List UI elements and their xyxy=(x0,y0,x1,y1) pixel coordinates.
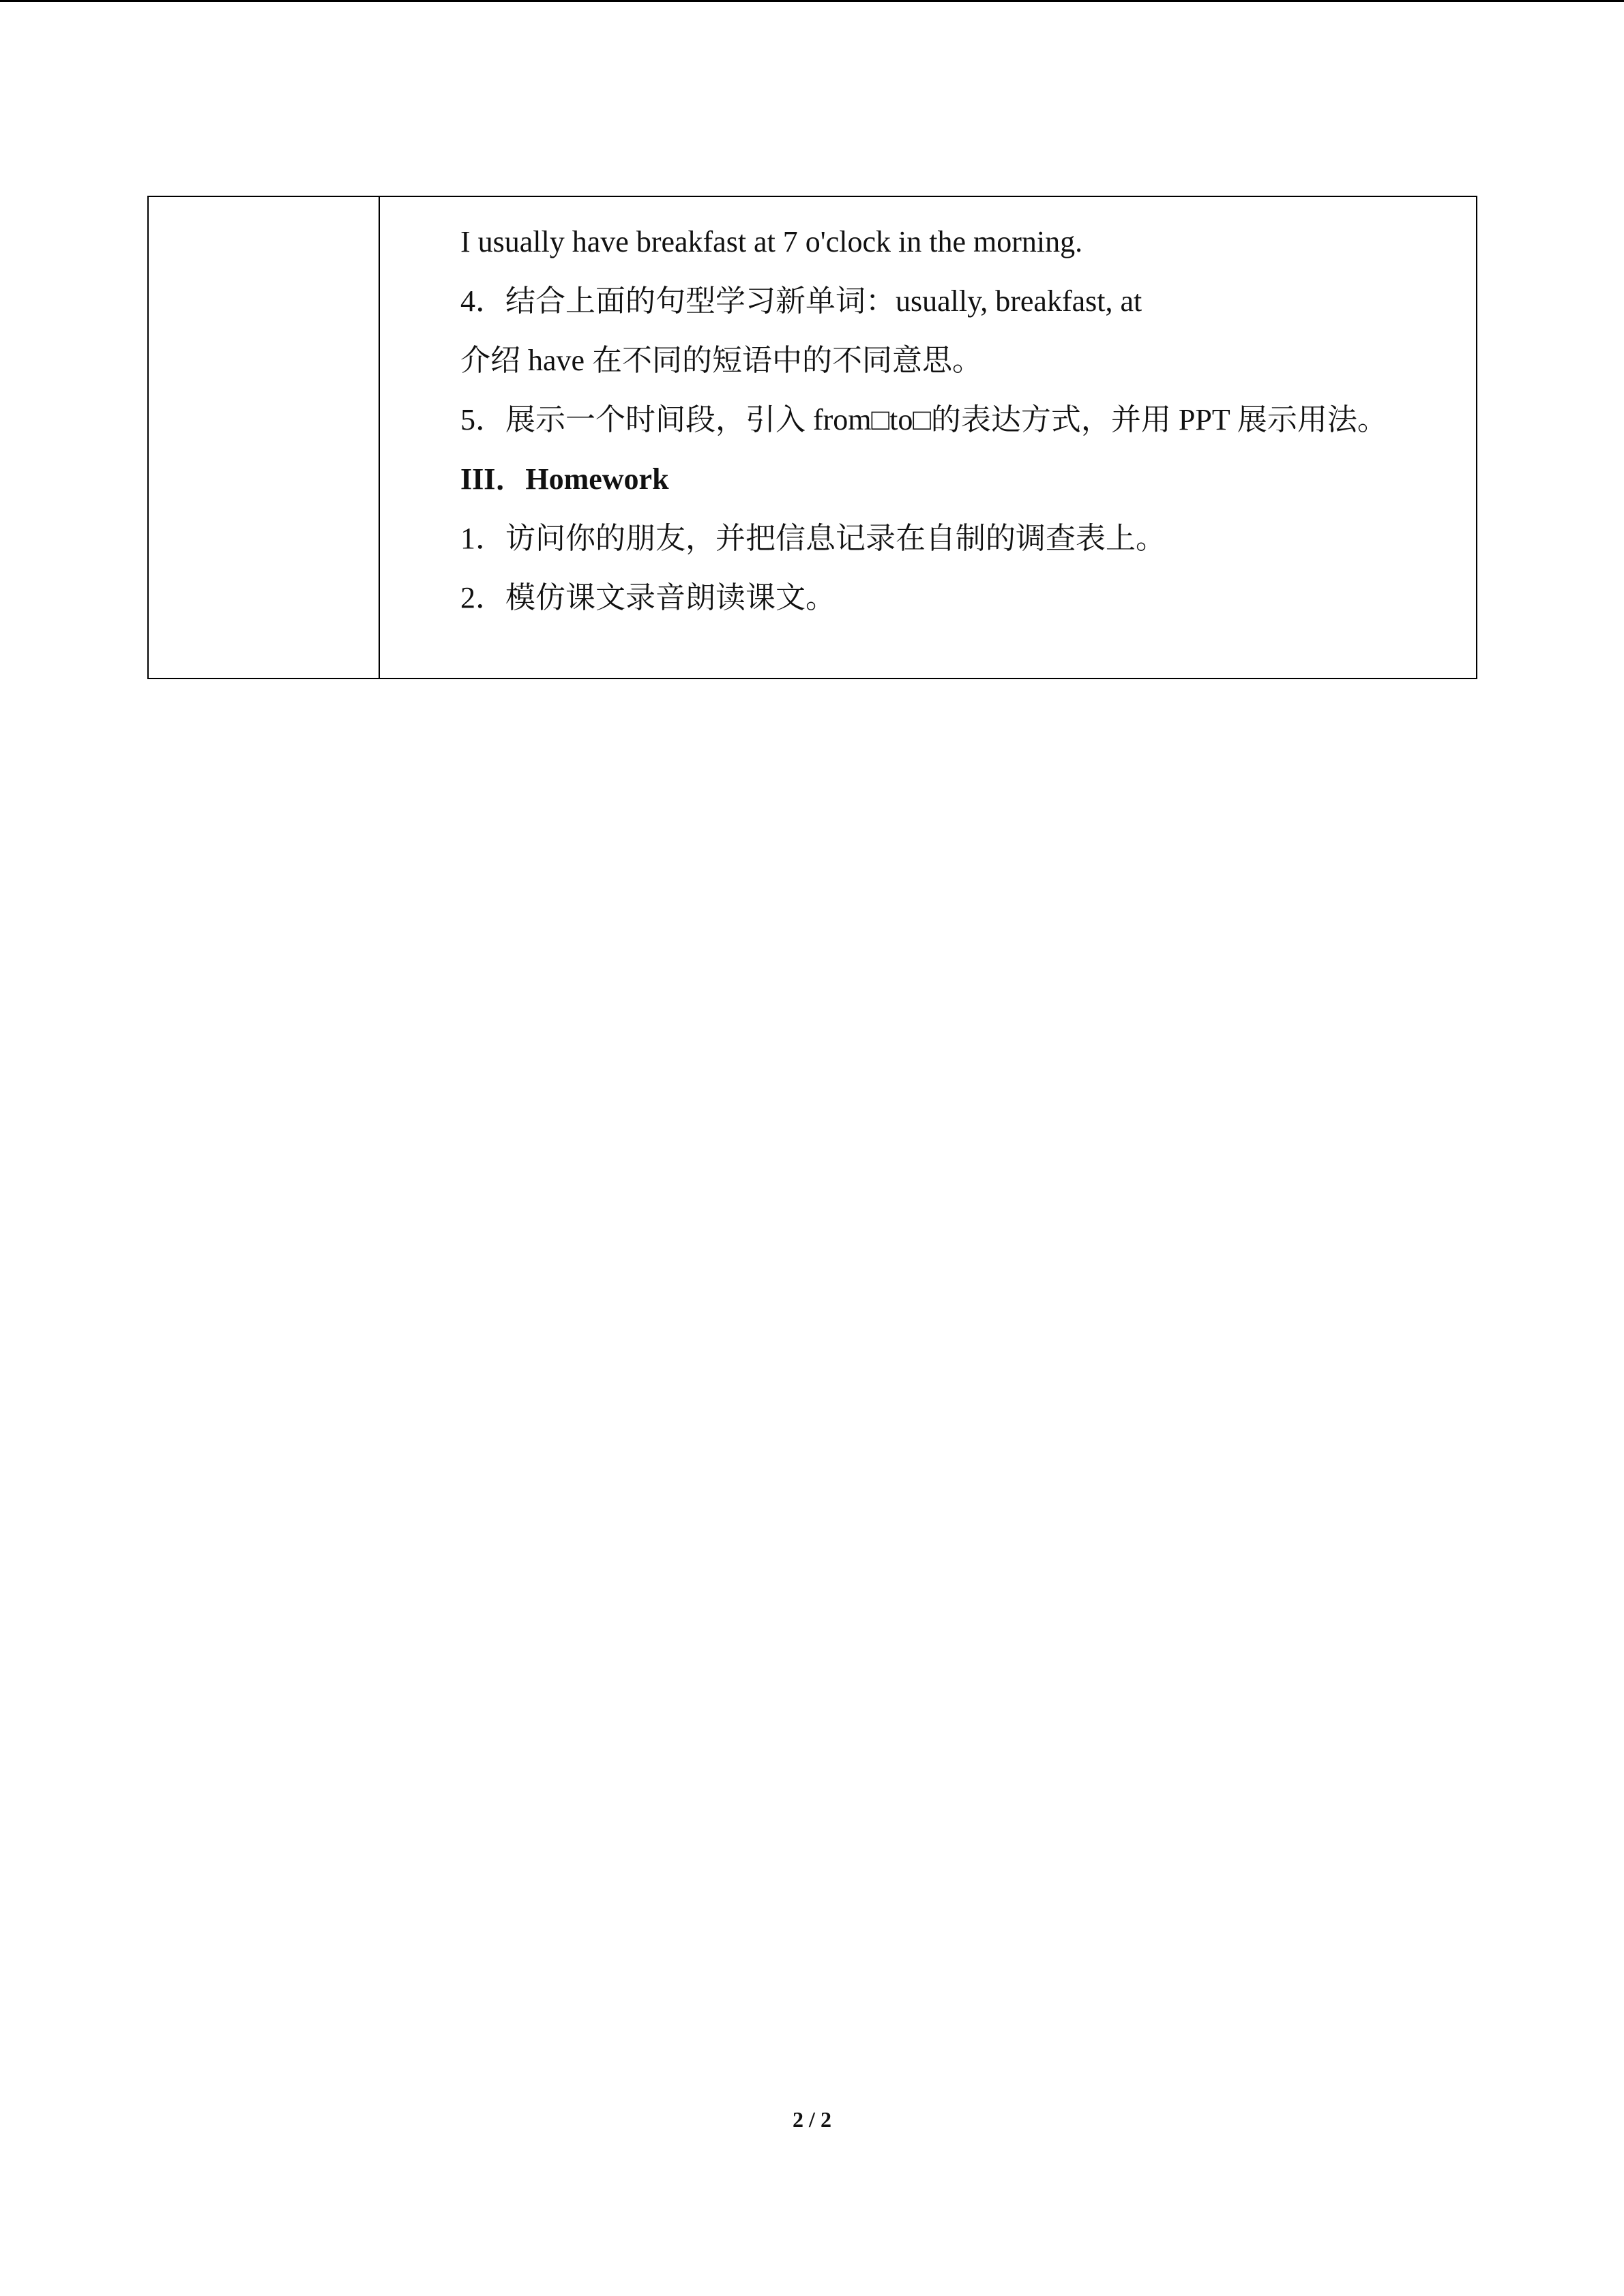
table-left-cell xyxy=(149,197,380,678)
lesson-plan-table xyxy=(147,196,1477,679)
homework-item-1: 1．访问你的朋友，并把信息记录在自制的调查表上。 xyxy=(460,522,1166,555)
step-5-from-to: 5．展示一个时间段，引入 from□to□的表达方式，并用 PPT 展示用法。 xyxy=(460,403,1387,436)
step-4-vocabulary: 4．结合上面的句型学习新单词：usually, breakfast, at xyxy=(460,284,1142,318)
homework-heading: III．Homework xyxy=(460,462,669,496)
step-4-have-meanings: 介绍 have 在不同的短语中的不同意思。 xyxy=(460,344,983,377)
table-right-cell xyxy=(380,197,1476,678)
page-number: 2 / 2 xyxy=(793,2107,831,2132)
homework-item-2: 2．模仿课文录音朗读课文。 xyxy=(460,581,836,614)
example-sentence: I usually have breakfast at 7 o'clock in the morning. xyxy=(460,225,1083,258)
